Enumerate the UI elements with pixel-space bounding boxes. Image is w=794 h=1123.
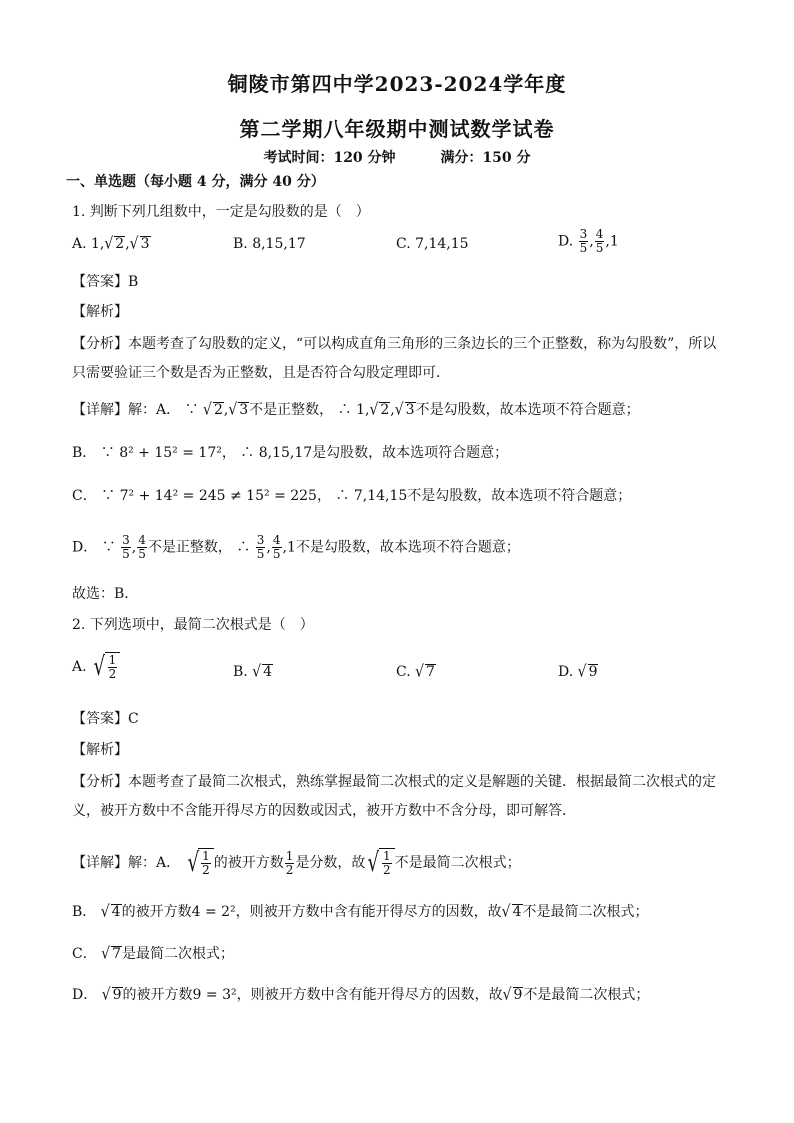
full-score: 满分：150 分 (440, 150, 531, 166)
q1-analysis: 【分析】本题考查了勾股数的定义，“可以构成直角三角形的三条边长的三个正整数，称为勾股数”，所以只需要验证三个数是否为正整数，且是否符合勾股定理即可． (72, 336, 717, 381)
q2-answer: 【答案】C (72, 711, 139, 727)
q2-option-c: C. √ 7 (396, 662, 435, 682)
q2-detail-a: 【详解】解：A． √ $\frac{1}{2}$ 的被开方数 $\frac{1}{2}$ 是分数，故 √ $\frac{1}{2}$ 不是最简二次根式； (72, 848, 521, 878)
exam-info (0, 147, 794, 167)
section-heading: 一、单选题（每小题 4 分，满分 40 分） (66, 174, 325, 190)
q2-option-b: B. √ 4 (233, 662, 273, 682)
doc-title-line1: 铜陵市第四中学2023-2024学年度 (227, 72, 567, 96)
q1-stem: 1. 判断下列几组数中，一定是勾股数的是（ ） (72, 204, 370, 220)
exam-time: 考试时间：120 分钟 (263, 150, 396, 166)
q2-jiexi-label: 【解析】 (72, 742, 128, 758)
q2-analysis: 【分析】本题考查了最简二次根式，熟练掌握最简二次根式的定义是解题的关键．根据最简二次根式的定义，被开方数中不含能开得尽方的因数或因式，被开方数中不含分母，即可解答． (72, 774, 716, 819)
q1-option-c: C. 7,14,15 (396, 236, 469, 252)
q1-jiexi-label: 【解析】 (72, 304, 128, 320)
q1-option-b: B. 8,15,17 (233, 236, 306, 252)
q2-detail-d: D． √ 9的被开方数9 = 3²，则被开方数中含有能开得尽方的因数，故√ 9不是最简二次根式； (72, 985, 650, 1005)
q1-option-a: A. 1,√ 2,√ 3 (72, 234, 150, 254)
q2-option-d: D. √ 9 (558, 662, 598, 682)
q2-option-a: A. √ $\frac{1}{2}$ (72, 652, 120, 682)
q2-stem: 2. 下列选项中，最简二次根式是（ ） (72, 617, 314, 633)
q1-detail-a: 【详解】解：A． ∵ √ 2,√ 3不是正整数， ∴ 1,√ 2,√ 3不是勾股数，故本选项不符合题意； (72, 400, 640, 420)
q2-detail-b: B． √ 4的被开方数4 = 2²，则被开方数中含有能开得尽方的因数，故√ 4不是最简二次根式； (72, 902, 649, 922)
q2-detail-c: C． √ 7是最简二次根式； (72, 944, 235, 964)
q1-detail-d: D． ∵ $\frac{3}{5}$ , $\frac{4}{5}$ 不是正整数， ∴ $\frac{3}{5}$ , $\frac{4}{5}$ ,1不是勾股数，故本选项不符合题意； (72, 533, 520, 561)
q1-detail-b: B． ∵ 8² + 15² = 17²， ∴ 8,15,17是勾股数，故本选项符合题意； (72, 445, 509, 461)
q1-conclusion: 故选：B． (72, 586, 139, 602)
q1-detail-c: C． ∵ 7² + 14² = 245 ≠ 15² = 225， ∴ 7,14,15不是勾股数，故本选项不符合题意； (72, 488, 632, 504)
q1-option-d: D. $\frac{3}{5}$ , $\frac{4}{5}$ ,1 (558, 227, 619, 255)
doc-title-line2: 第二学期八年级期中测试数学试卷 (239, 117, 555, 141)
q1-answer: 【答案】B (72, 274, 139, 290)
